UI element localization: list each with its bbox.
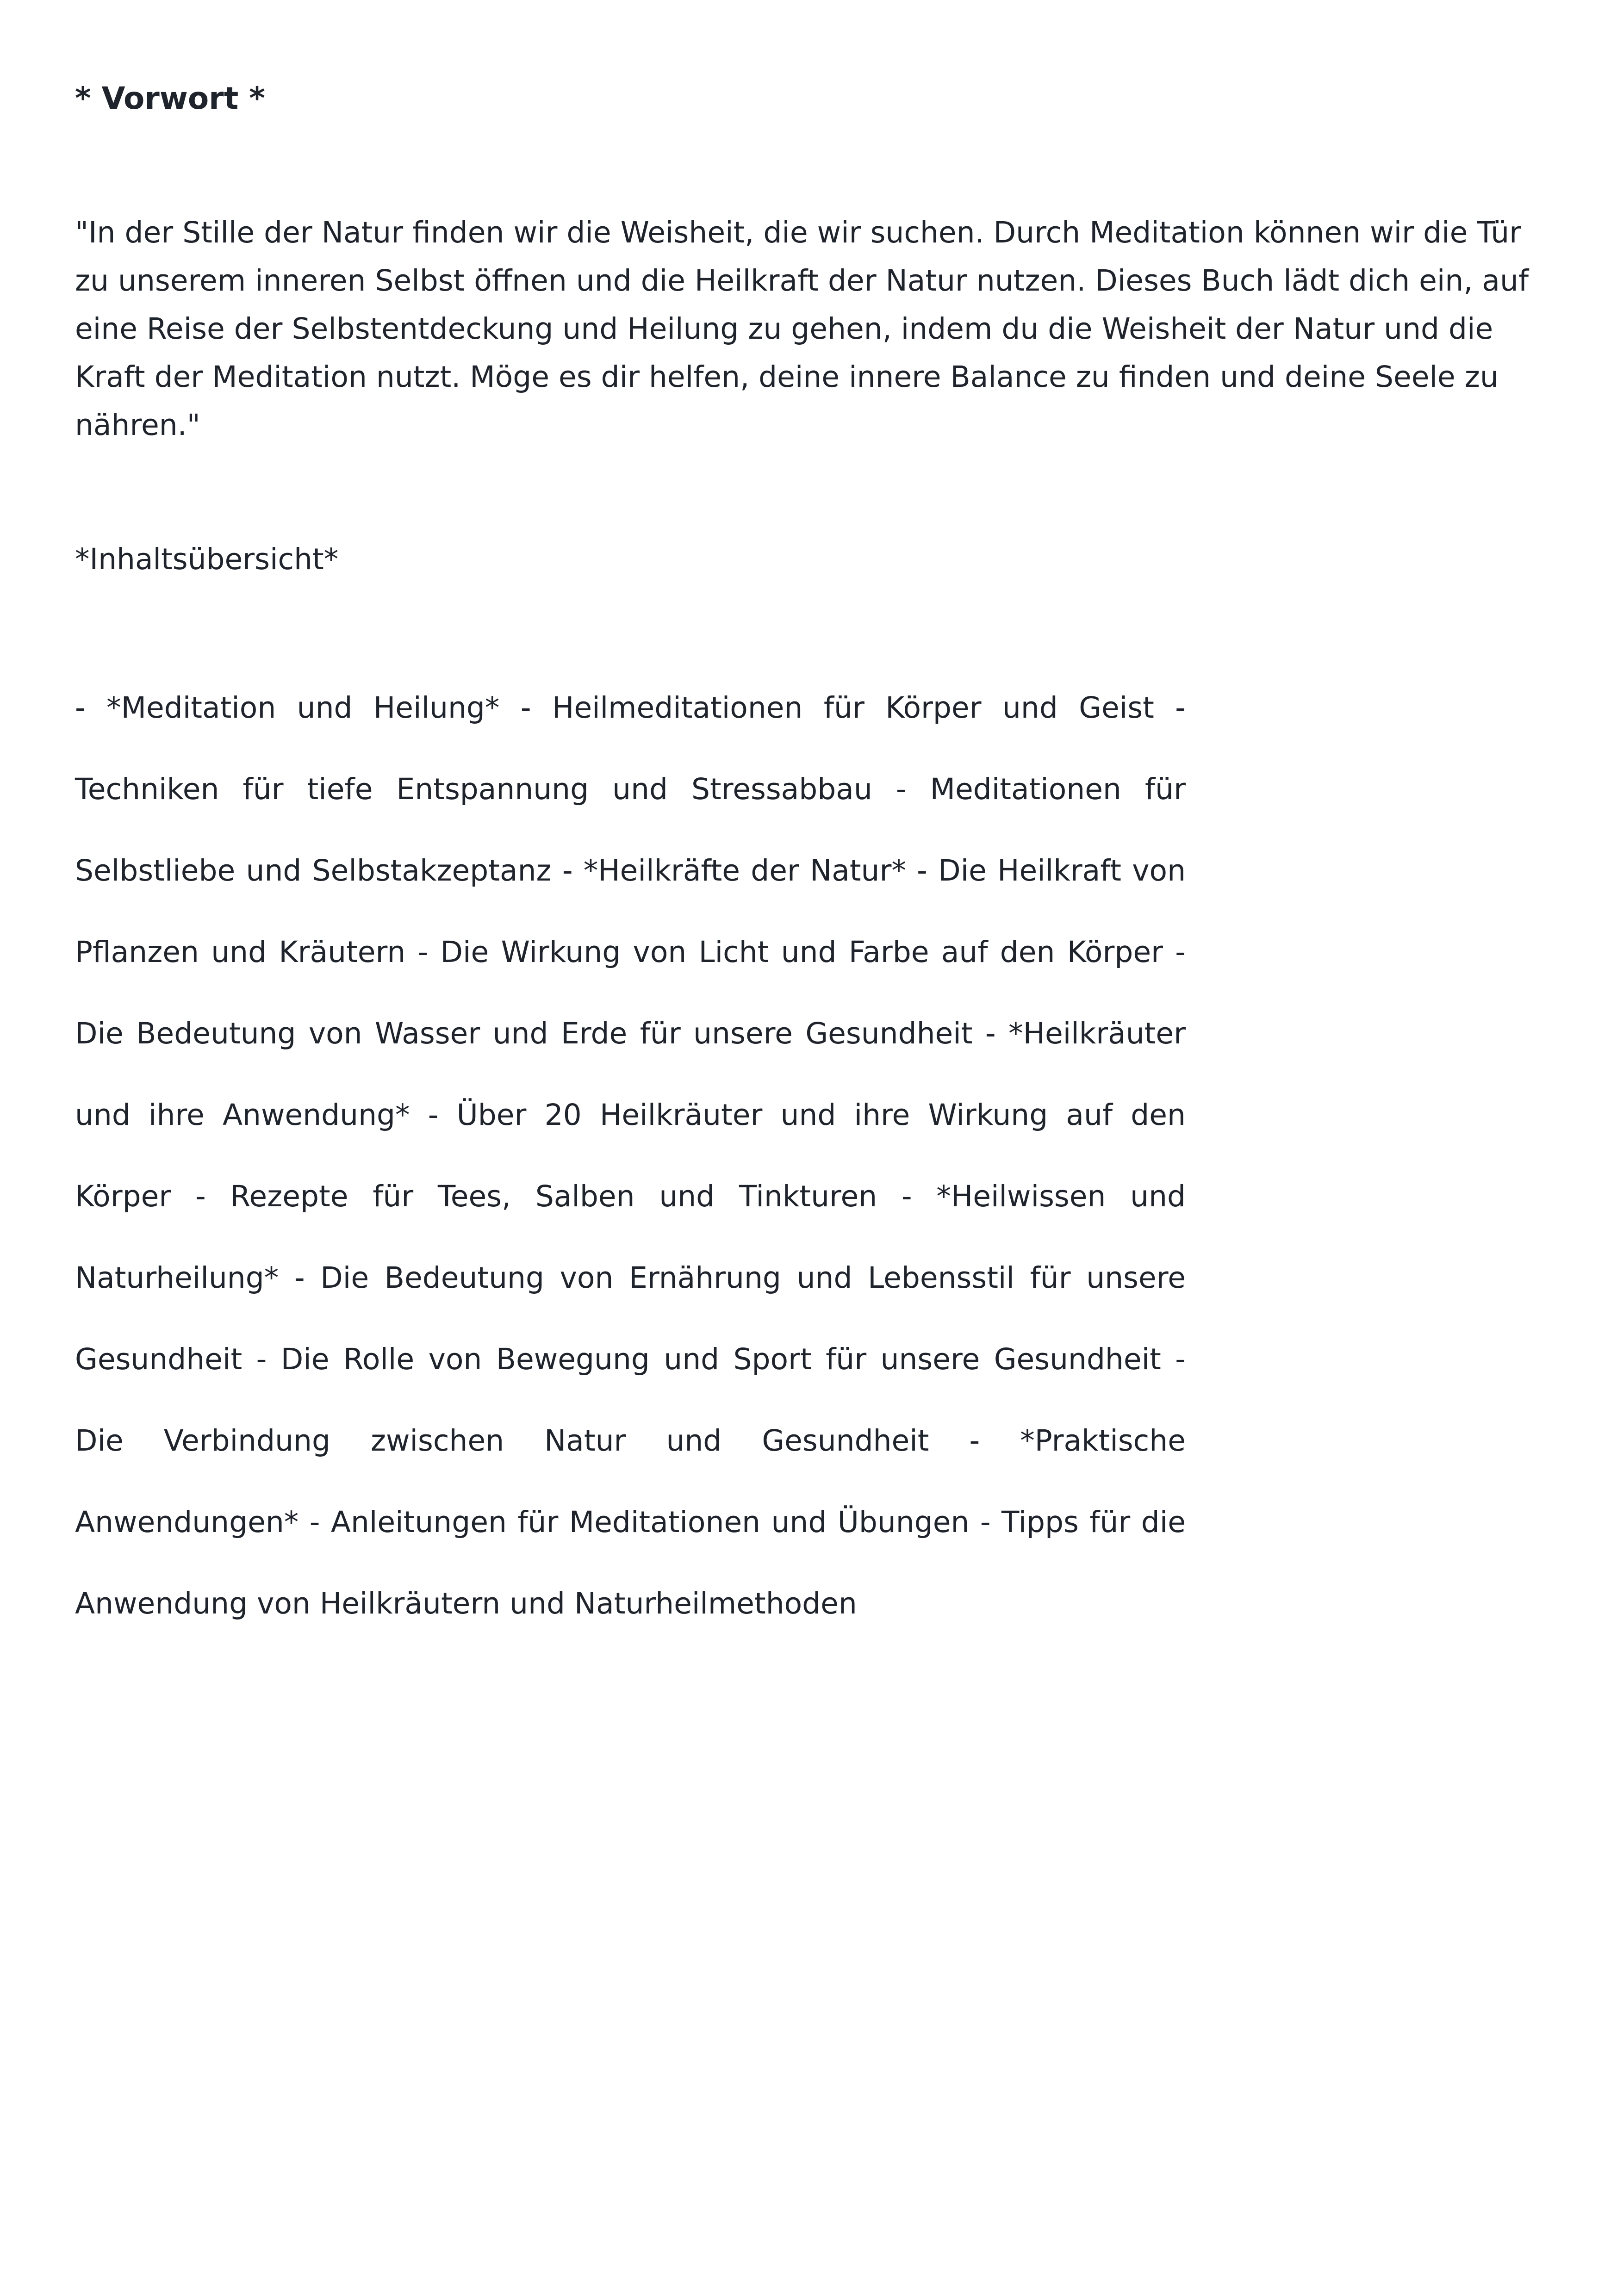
table-of-contents-title: *Inhaltsübersicht*: [75, 542, 339, 576]
table-of-contents-text: - *Meditation und Heilung* - Heilmeditationen für Körper und Geist - Techniken für tiefe Entspannung und Stressabbau - Meditationen für Selbstliebe und Selbstakzeptanz - *Heilkräfte der Natur* - Die Heilkraft von Pflanzen und Kräutern - Die Wirkung von Licht und Farbe auf den Körper - Die Bedeutung von Wasser und Erde für unsere Gesundheit - *Heilkräuter und ihre Anwendung* - Über 20 Heilkräuter und ihre Wirkung auf den Körper - Rezepte für Tees, Salben und Tinkturen - *Heilwissen und Naturheilung* - Die Bedeutung von Ernährung und Lebensstil für unsere Gesundheit - Die Rolle von Bewegung und Sport für unsere Gesundheit - Die Verbindung zwischen Natur und Gesundheit - *Praktische Anwendungen* - Anleitungen für Meditationen und Übungen - Tipps für die Anwendung von Heilkräutern und Naturheilmethoden: [75, 691, 1186, 1620]
preface-paragraph: "In der Stille der Natur finden wir die Weisheit, die wir suchen. Durch Meditation können wir die Tür zu unserem inneren Selbst öffnen und die Heilkraft der Natur nutzen. Dieses Buch lädt dich ein, auf eine Reise der Selbstentdeckung und Heilung zu gehen, indem du die Weisheit der Natur und die Kraft der Meditation nutzt. Möge es dir helfen, deine innere Balance zu finden und deine Seele zu nähren.": [75, 216, 1529, 442]
preface-heading: * Vorwort *: [75, 81, 265, 116]
